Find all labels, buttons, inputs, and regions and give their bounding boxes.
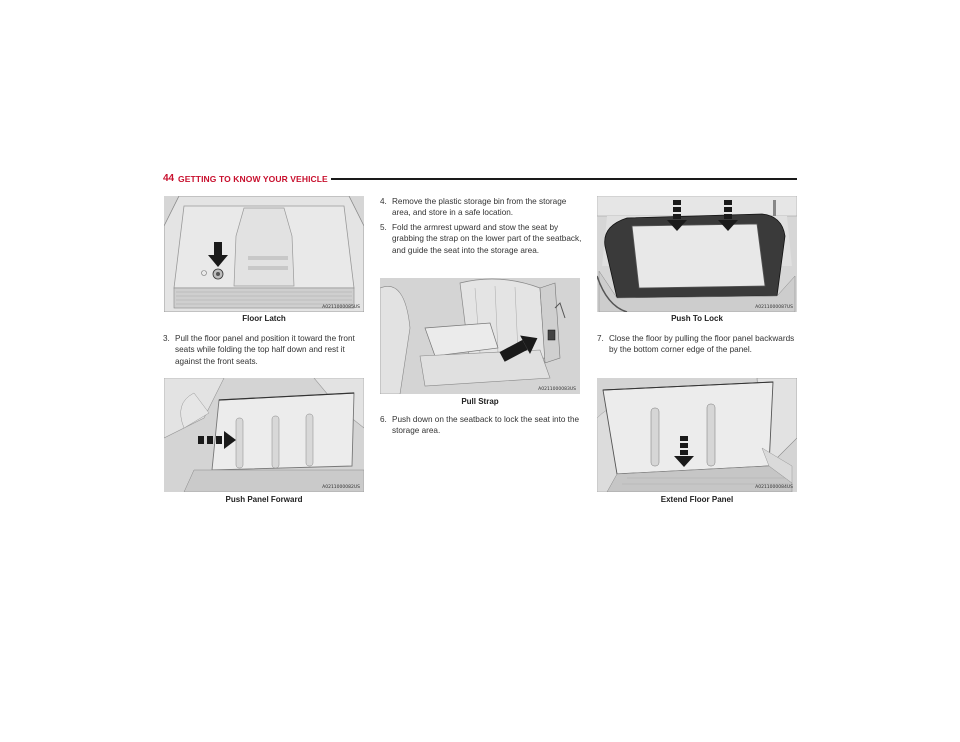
section-title: GETTING TO KNOW YOUR VEHICLE bbox=[178, 174, 328, 184]
step-text: Close the floor by pulling the floor panel backwards by the bottom corner edge of the panel. bbox=[609, 334, 795, 355]
figure-caption: Push Panel Forward bbox=[225, 495, 303, 504]
header-rule bbox=[331, 178, 797, 180]
step-text: Push down on the seatback to lock the seat into the storage area. bbox=[392, 415, 580, 436]
step-7 bbox=[597, 333, 797, 356]
figure-code: A0211000083US bbox=[538, 387, 576, 392]
step-number: 7. bbox=[597, 334, 604, 343]
floor-latch-illustration bbox=[164, 196, 364, 312]
extend-floor-panel-illustration bbox=[597, 378, 797, 492]
push-panel-forward-illustration bbox=[164, 378, 364, 492]
push-to-lock-figure bbox=[597, 196, 797, 312]
push-to-lock-illustration bbox=[597, 196, 797, 312]
figure-code: A0211000085US bbox=[322, 305, 360, 310]
pull-strap-figure bbox=[380, 278, 580, 394]
step-number: 6. bbox=[380, 415, 387, 424]
figure-caption: Pull Strap bbox=[461, 397, 499, 406]
page-header bbox=[163, 172, 797, 186]
step-3 bbox=[163, 333, 363, 367]
figure-caption: Extend Floor Panel bbox=[660, 495, 734, 504]
pull-strap-illustration bbox=[380, 278, 580, 394]
figure-code: A0211000087US bbox=[755, 305, 793, 310]
floor-latch-figure bbox=[164, 196, 364, 312]
step-number: 3. bbox=[163, 334, 170, 343]
figure-caption: Push To Lock bbox=[671, 314, 723, 323]
push-panel-forward-figure bbox=[164, 378, 364, 492]
step-text: Pull the floor panel and position it toward the front seats while folding the top half down and rest it against the front seats. bbox=[175, 334, 355, 366]
figure-code: A0211000082US bbox=[322, 485, 360, 490]
step-6 bbox=[380, 414, 582, 437]
step-4 bbox=[380, 196, 582, 219]
step-number: 4. bbox=[380, 197, 387, 206]
step-number: 5. bbox=[380, 223, 387, 232]
step-text: Fold the armrest upward and stow the seat by grabbing the strap on the lower part of the seatback, and guide the seat into the storage area. bbox=[392, 223, 582, 255]
step-5 bbox=[380, 222, 582, 256]
page-number: 44 bbox=[163, 173, 175, 184]
step-text: Remove the plastic storage bin from the storage area, and store in a safe location. bbox=[392, 197, 567, 218]
figure-code: A0211000084US bbox=[755, 485, 793, 490]
extend-floor-panel-figure bbox=[597, 378, 797, 492]
figure-caption: Floor Latch bbox=[242, 314, 286, 323]
